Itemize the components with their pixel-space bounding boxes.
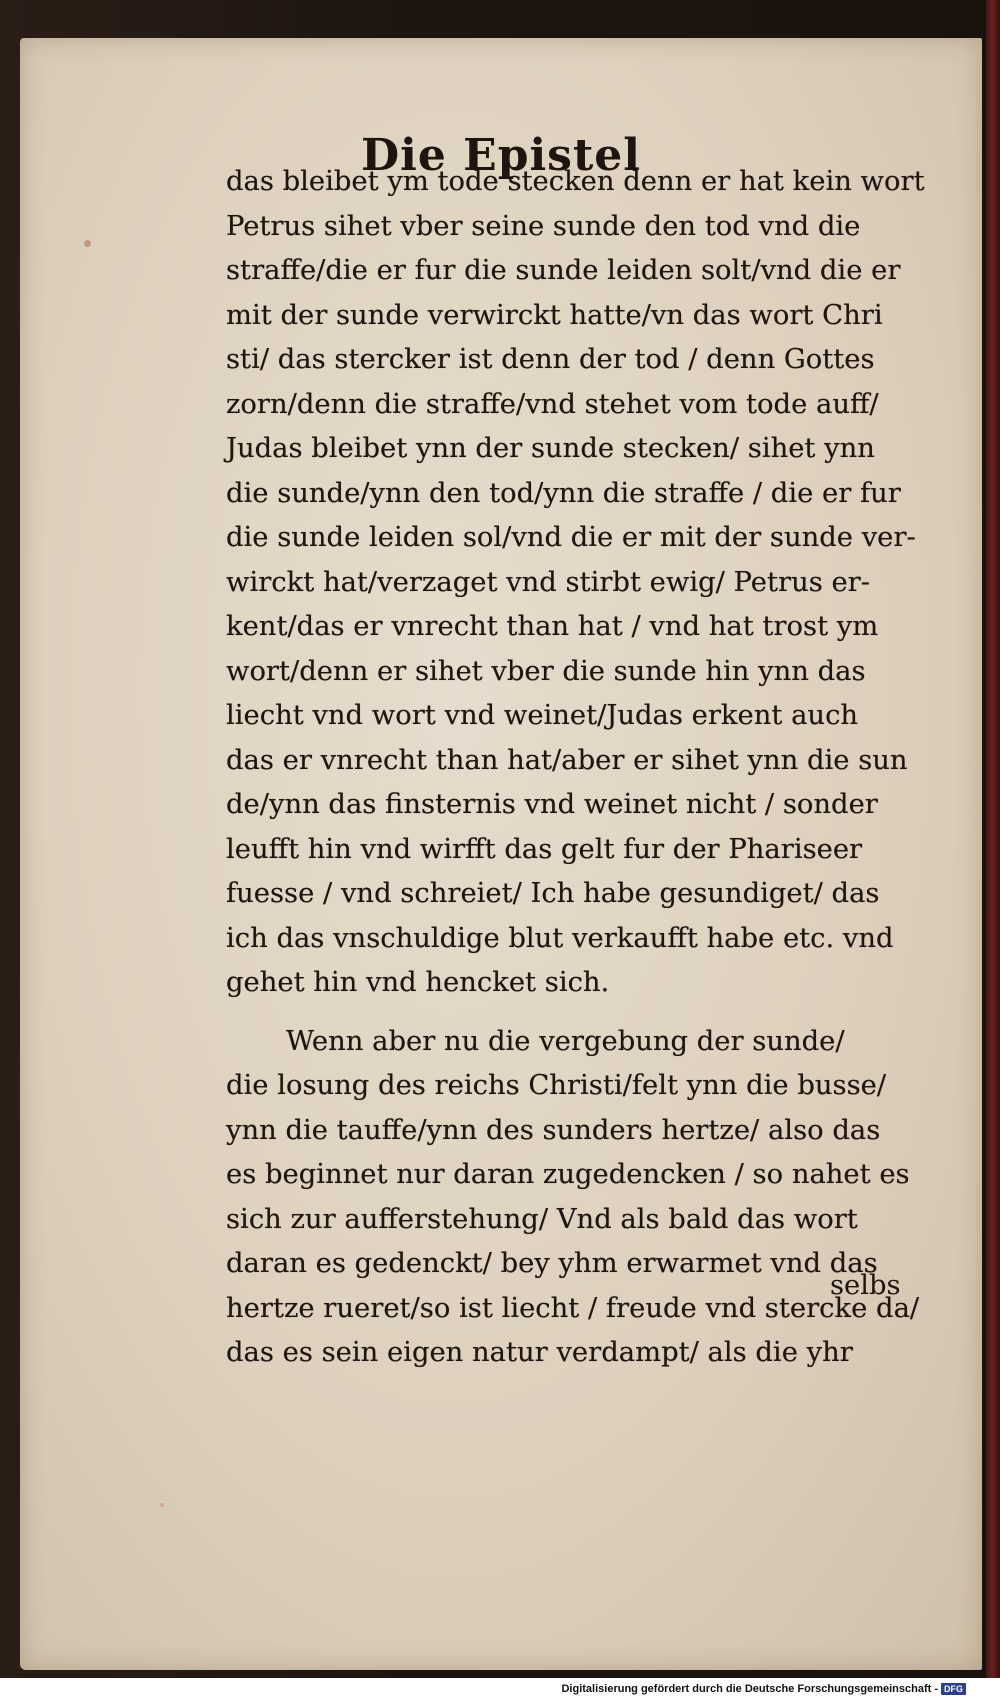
- credit-text: Digitalisierung gefördert durch die Deutsche Forschungsgemeinschaft -: [561, 1683, 938, 1695]
- text-line: die sunde/ynn den tod/ynn die straffe / die er fur: [226, 477, 901, 509]
- paper-stain: [160, 1503, 164, 1507]
- digitization-credit: [561, 1683, 966, 1695]
- text-line: es beginnet nur daran zugedencken / so nahet es: [226, 1159, 910, 1190]
- text-line: fuesse / vnd schreiet/ Ich habe gesundiget/ das: [226, 878, 880, 909]
- text-line: die losung des reichs Christi/felt ynn die busse/: [226, 1070, 887, 1101]
- page-text: [226, 160, 926, 1376]
- paper-stain: [84, 240, 91, 247]
- text-line: leufft hin vnd wirfft das gelt fur der Phariseer: [226, 833, 863, 865]
- text-line: sti/ das stercker ist denn der tod / denn Gottes: [226, 344, 875, 375]
- book-cover-edge: [986, 0, 1000, 1678]
- page-title: Die Epistel: [360, 130, 641, 181]
- text-line: die sunde leiden sol/vnd die er mit der sunde ver-: [226, 522, 916, 553]
- text-line: Petrus sihet vber seine sunde den tod vnd die: [226, 210, 861, 242]
- text-line: Judas bleibet ynn der sunde stecken/ sihet ynn: [226, 433, 875, 464]
- text-line: liecht vnd wort vnd weinet/Judas erkent auch: [226, 700, 859, 731]
- text-line: mit der sunde verwirckt hatte/vn das wort Chri: [226, 299, 883, 331]
- text-line: das bleibet ym tode stecken denn er hat kein wort: [226, 166, 925, 197]
- text-line: hertze rueret/so ist liecht / freude vnd stercke da/: [226, 1292, 920, 1324]
- text-line: das es sein eigen natur verdampt/ als die yhr: [226, 1337, 853, 1368]
- text-line: kent/das er vnrecht than hat / vnd hat trost ym: [226, 611, 879, 642]
- text-line: wort/denn er sihet vber die sunde hin ynn das: [226, 655, 866, 687]
- text-line: de/ynn das finsternis vnd weinet nicht / sonder: [226, 789, 878, 820]
- paragraph-gap: [226, 1006, 926, 1020]
- catchword: selbs: [830, 1270, 901, 1301]
- dfg-logo: DFG: [941, 1683, 966, 1695]
- text-line: sich zur aufferstehung/ Vnd als bald das wort: [226, 1203, 858, 1235]
- text-line: das er vnrecht than hat/aber er sihet ynn die sun: [226, 744, 908, 776]
- text-line: zorn/denn die straffe/vnd stehet vom tode auff/: [226, 388, 879, 420]
- text-line: Wenn aber nu die vergebung der sunde/: [286, 1025, 845, 1057]
- text-line: gehet hin vnd hencket sich.: [226, 967, 610, 998]
- text-line: ich das vnschuldige blut verkaufft habe etc. vnd: [226, 922, 894, 954]
- text-line: daran es gedenckt/ bey yhm erwarmet vnd das: [226, 1248, 878, 1279]
- text-line: wirckt hat/verzaget vnd stirbt ewig/ Petrus er-: [226, 566, 871, 598]
- text-line: straffe/die er fur die sunde leiden solt/vnd die er: [226, 255, 901, 286]
- text-line: ynn die tauffe/ynn des sunders hertze/ also das: [226, 1114, 881, 1146]
